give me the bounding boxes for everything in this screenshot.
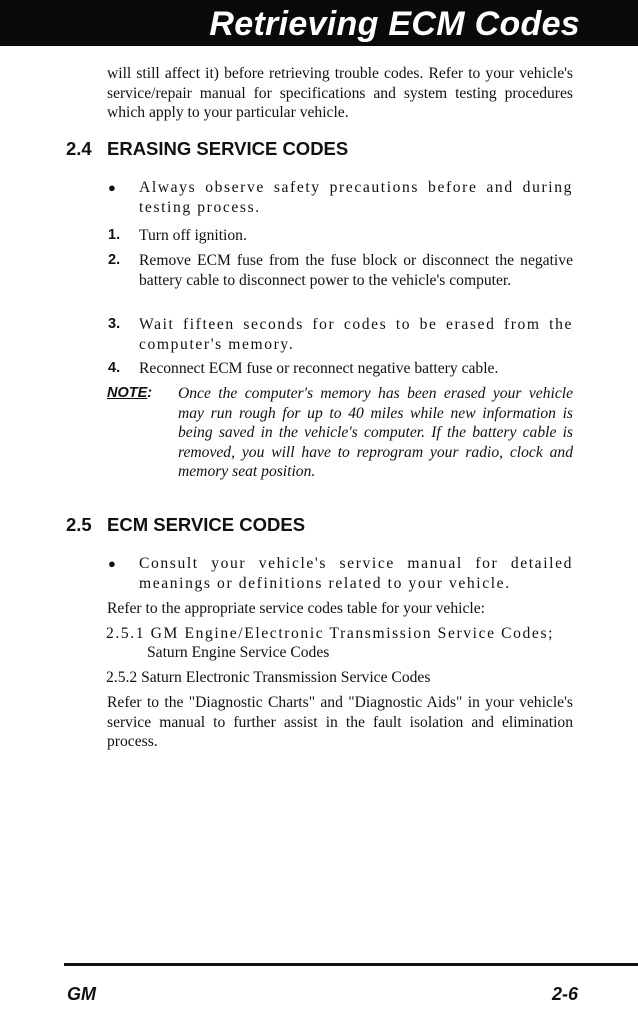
step-text: Reconnect ECM fuse or reconnect negative battery cable. xyxy=(139,360,499,377)
section-heading-2-5 xyxy=(66,514,305,536)
subsection-ref-2-5-1-cont xyxy=(106,643,573,663)
step-number: 3. xyxy=(108,316,121,332)
note-label-text: NOTE xyxy=(107,385,148,401)
step-number: 4. xyxy=(108,360,121,376)
page-number: 2-6 xyxy=(551,984,578,1004)
footer-manufacturer: GM xyxy=(67,984,96,1004)
page-header xyxy=(0,0,638,46)
subsection-ref-line: Saturn Engine Service Codes xyxy=(147,644,330,661)
note-label-colon: : xyxy=(147,385,153,401)
bullet-icon: ● xyxy=(108,180,116,195)
step-text: Remove ECM fuse from the fuse block or disconnect the negative battery cable to disconnect power to the vehicle's computer. xyxy=(139,252,573,289)
section-number: 2.5 xyxy=(66,514,92,535)
subsection-ref-2-5-2: 2.5.2 Saturn Electronic Transmission Service Codes xyxy=(106,669,431,686)
section-title: ERASING SERVICE CODES xyxy=(107,138,349,159)
section-title: ECM SERVICE CODES xyxy=(107,514,306,535)
intro-paragraph: will still affect it) before retrieving trouble codes. Refer to your vehicle's service/repair manual for specifications and system testing procedures which apply to your particular vehicle. xyxy=(107,65,573,121)
footer-divider xyxy=(64,963,638,966)
step-number: 2. xyxy=(108,252,121,268)
closing-paragraph: Refer to the "Diagnostic Charts" and "Diagnostic Aids" in your vehicle's service manual to further assist in the fault isolation and elimination process. xyxy=(107,694,573,750)
note-label xyxy=(107,384,152,404)
step-number: 1. xyxy=(108,227,121,243)
subsection-ref-2-5-1 xyxy=(106,624,573,644)
subsection-ref-line: 2.5.1 GM Engine/Electronic Transmission Service Codes; xyxy=(106,625,555,642)
step-text: Turn off ignition. xyxy=(139,227,247,244)
section-number: 2.4 xyxy=(66,138,92,159)
refer-table-text: Refer to the appropriate service codes table for your vehicle: xyxy=(107,600,485,617)
consult-bullet-text: Consult your vehicle's service manual for detailed meanings or definitions related to your vehicle. xyxy=(139,555,573,592)
note-text: Once the computer's memory has been erased your vehicle may run rough for up to 40 miles while new information is being saved in the vehicle's computer. If the battery cable is removed, you will have to reprogram your radio, clock and memory seat position. xyxy=(178,385,573,480)
bullet-icon: ● xyxy=(108,556,116,571)
section-heading-2-4 xyxy=(66,138,348,160)
step-text: Wait fifteen seconds for codes to be erased from the computer's memory. xyxy=(139,316,573,353)
page-title: Retrieving ECM Codes xyxy=(209,5,580,43)
safety-bullet-text: Always observe safety precautions before and during testing process. xyxy=(139,179,573,216)
